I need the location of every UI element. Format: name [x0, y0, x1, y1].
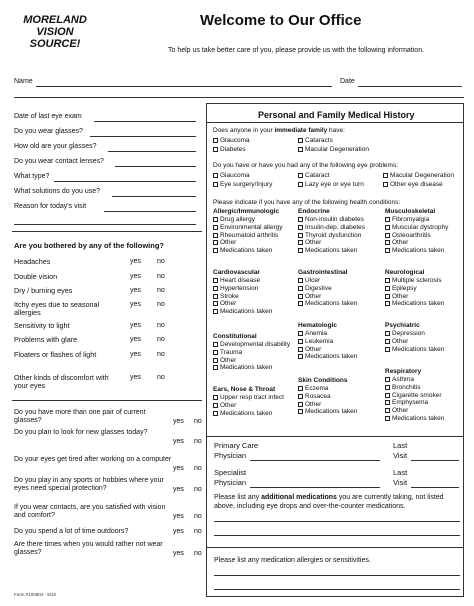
medications-line-2[interactable] — [214, 535, 460, 536]
checkbox-label: Macular Degeneration — [390, 172, 454, 179]
question-label: Do you plan to look for new glasses today? — [14, 429, 148, 436]
family-condition-option[interactable] — [213, 146, 246, 153]
specialist-physician-label: Physician — [214, 478, 247, 487]
checkbox-label: Digestive — [305, 284, 332, 292]
yes-option[interactable]: yes — [130, 374, 141, 381]
checkbox-label: Cataract — [305, 172, 330, 179]
checkbox[interactable] — [213, 358, 218, 363]
question-label: If you wear contacts, are you satisfied with vision and comfort? — [14, 504, 166, 520]
checkbox[interactable] — [385, 294, 390, 299]
text-field[interactable] — [90, 136, 196, 137]
checkbox-label: Other — [392, 407, 409, 415]
checkbox[interactable] — [213, 182, 218, 187]
checkbox-label: Depression — [392, 330, 425, 337]
group-title: Gastrointestinal — [298, 269, 348, 276]
checkbox-label: Epilepsy — [392, 284, 417, 292]
health-condition-option[interactable] — [385, 346, 444, 353]
health-condition-option[interactable] — [385, 285, 417, 292]
yes-option[interactable]: yes — [130, 287, 141, 294]
practice-logo — [14, 14, 96, 50]
checkbox[interactable] — [213, 301, 218, 306]
text-field[interactable] — [112, 196, 196, 197]
yes-option[interactable]: yes — [130, 301, 141, 308]
intro-text: To help us take better care of you, please provide us with the following information. — [168, 47, 425, 54]
health-condition-option[interactable] — [298, 401, 321, 408]
form-number: Form #100804 - 5/10 — [14, 592, 57, 597]
no-option[interactable]: no — [157, 336, 165, 343]
checkbox[interactable] — [298, 286, 303, 291]
health-condition-option[interactable] — [298, 338, 333, 345]
health-condition-option[interactable] — [298, 224, 365, 231]
no-option[interactable]: no — [194, 418, 202, 425]
checkbox-label: Rosacea — [305, 392, 331, 400]
family-question — [213, 127, 345, 134]
health-condition-option[interactable] — [385, 399, 428, 406]
health-condition-option[interactable] — [298, 239, 321, 246]
specialist-last-label: Last — [393, 468, 408, 477]
checkbox[interactable] — [298, 138, 303, 143]
checkbox[interactable] — [298, 217, 303, 222]
health-condition-option[interactable] — [298, 247, 357, 254]
group-title: Hematologic — [298, 322, 338, 329]
no-option[interactable]: no — [194, 550, 202, 557]
checkbox[interactable] — [298, 278, 303, 283]
yes-option[interactable]: yes — [173, 465, 184, 472]
checkbox-label: Heart disease — [220, 277, 261, 284]
checkbox-label: Fibromyalgia — [392, 216, 430, 223]
checkbox[interactable] — [213, 278, 218, 283]
logo-line-1: MORELAND — [23, 14, 87, 26]
checkbox[interactable] — [385, 408, 390, 413]
checkbox-label: Medications taken — [392, 300, 445, 308]
checkbox[interactable] — [385, 278, 390, 283]
no-option[interactable]: no — [157, 374, 165, 381]
checkbox[interactable] — [298, 233, 303, 238]
checkbox[interactable] — [298, 301, 303, 306]
field-label: Do you wear contact lenses? — [14, 158, 104, 165]
checkbox[interactable] — [385, 286, 390, 291]
checkbox[interactable] — [298, 402, 303, 407]
date-field[interactable] — [358, 86, 462, 87]
checkbox-label: Asthma — [392, 376, 415, 383]
checkbox[interactable] — [385, 385, 390, 390]
checkbox[interactable] — [385, 416, 390, 421]
checkbox[interactable] — [213, 365, 218, 370]
checkbox[interactable] — [298, 225, 303, 230]
primary-physician-label: Physician — [214, 451, 247, 460]
health-condition-option[interactable] — [298, 216, 364, 223]
health-condition-option[interactable] — [213, 239, 236, 246]
no-option[interactable]: no — [157, 301, 165, 308]
specialist-visit-label: Visit — [393, 478, 408, 487]
yes-option[interactable]: yes — [173, 418, 184, 425]
health-condition-option[interactable] — [213, 300, 236, 307]
health-condition-option[interactable] — [298, 232, 361, 239]
checkbox-label: Cigarette smoker — [392, 391, 442, 399]
checkbox[interactable] — [298, 354, 303, 359]
question-label: Are there times when you would rather not wear glasses? — [14, 541, 163, 557]
family-condition-option[interactable] — [213, 137, 250, 144]
field-label: Date of last eye exam — [14, 113, 82, 120]
checkbox-label: Stroke — [220, 292, 239, 300]
checkbox[interactable] — [385, 233, 390, 238]
group-title: Constitutional — [213, 333, 257, 340]
eye-problem-option[interactable] — [213, 181, 272, 188]
health-condition-option[interactable] — [213, 224, 283, 231]
checkbox[interactable] — [298, 386, 303, 391]
specialist-label: Specialist — [214, 468, 247, 477]
specialist-physician-field[interactable] — [250, 487, 380, 488]
symptom-label: Floaters or flashes of light — [14, 350, 97, 359]
checkbox-label: Rheumatoid arthritis — [220, 231, 279, 239]
allergies-prompt: Please list any medication allergies or sensitivities. — [214, 557, 371, 564]
field-label: Do you wear glasses? — [14, 128, 83, 135]
yes-option[interactable]: yes — [173, 550, 184, 557]
health-condition-option[interactable] — [385, 407, 408, 414]
health-condition-option[interactable] — [298, 277, 320, 284]
checkbox-label: Other — [220, 401, 237, 409]
checkbox-label: Eczema — [305, 385, 329, 392]
primary-physician-field[interactable] — [250, 460, 380, 461]
health-condition-option[interactable] — [385, 338, 408, 345]
checkbox[interactable] — [385, 225, 390, 230]
history-heading: Personal and Family Medical History — [258, 110, 415, 120]
eye-problem-option[interactable] — [298, 172, 330, 179]
checkbox[interactable] — [383, 173, 388, 178]
health-condition-option[interactable] — [213, 216, 255, 223]
checkbox[interactable] — [213, 147, 218, 152]
checkbox-label: Other — [305, 292, 322, 300]
checkbox-label: Multiple sclerosis — [392, 277, 442, 284]
symptom-label: Double vision — [14, 272, 58, 281]
checkbox-label: Ulcer — [305, 277, 321, 284]
checkbox-label: Other — [392, 337, 409, 345]
health-condition-option[interactable] — [385, 330, 425, 337]
logo-line-3: SOURCE! — [29, 38, 81, 50]
family-question-text: Does anyone in your immediate family have: — [213, 127, 345, 134]
checkbox-label: Other — [220, 356, 237, 364]
yes-option[interactable]: yes — [173, 438, 184, 445]
checkbox[interactable] — [298, 409, 303, 414]
date-label: Date — [340, 78, 355, 85]
checkbox-label: Trauma — [220, 348, 243, 356]
checkbox-label: Other — [392, 239, 409, 247]
allergies-divider — [206, 547, 464, 548]
checkbox[interactable] — [213, 225, 218, 230]
health-condition-option[interactable] — [213, 349, 242, 356]
checkbox[interactable] — [385, 393, 390, 398]
medications-line-1[interactable] — [214, 521, 460, 522]
checkbox-label: Medications taken — [305, 408, 358, 416]
name-label: Name — [14, 78, 33, 85]
checkbox-label: Other — [305, 239, 322, 247]
health-condition-option[interactable] — [385, 224, 448, 231]
group-title: Cardiovascular — [213, 269, 260, 276]
health-condition-option[interactable] — [298, 285, 332, 292]
checkbox-label: Other eye disease — [390, 181, 443, 188]
checkbox-label: Leukemia — [305, 337, 334, 345]
symptom-label: Itchy eyes due to seasonal allergies — [14, 300, 100, 318]
yes-option[interactable]: yes — [173, 513, 184, 520]
health-condition-option[interactable] — [213, 293, 239, 300]
checkbox-label: Glaucoma — [220, 172, 250, 179]
checkbox[interactable] — [298, 394, 303, 399]
eye-problem-option[interactable] — [383, 172, 454, 179]
group-title: Allergic/Immunologic — [213, 208, 280, 215]
checkbox[interactable] — [385, 248, 390, 253]
no-option[interactable]: no — [157, 287, 165, 294]
checkbox-label: Medications taken — [305, 300, 358, 308]
health-condition-option[interactable] — [213, 308, 272, 315]
health-condition-option[interactable] — [298, 293, 321, 300]
checkbox-label: Medications taken — [305, 247, 358, 255]
health-condition-option[interactable] — [385, 247, 444, 254]
yes-option[interactable]: yes — [173, 528, 184, 535]
field-label: What type? — [14, 173, 50, 180]
checkbox-label: Osteoarthritis — [392, 231, 431, 239]
text-field[interactable] — [104, 211, 196, 212]
checkbox[interactable] — [385, 331, 390, 336]
checkbox[interactable] — [385, 377, 390, 382]
health-condition-option[interactable] — [213, 402, 236, 409]
checkbox-label: Upper resp tract infect — [220, 394, 284, 401]
checkbox[interactable] — [213, 173, 218, 178]
checkbox[interactable] — [298, 173, 303, 178]
no-option[interactable]: no — [157, 258, 165, 265]
health-condition-option[interactable] — [213, 364, 272, 371]
symptom-label: Problems with glare — [14, 335, 78, 344]
symptom-label: Dry / burning eyes — [14, 286, 73, 295]
text-field[interactable] — [14, 224, 196, 225]
primary-visit-label: Visit — [393, 451, 408, 460]
checkbox-label: Lazy eye or eye turn — [305, 181, 364, 188]
checkbox-label: Bronchitis — [392, 383, 421, 391]
family-condition-option[interactable] — [298, 137, 333, 144]
no-option[interactable]: no — [194, 465, 202, 472]
health-condition-option[interactable] — [385, 216, 429, 223]
symptom-label: Sensitivity to light — [14, 321, 70, 330]
family-condition-option[interactable] — [298, 146, 369, 153]
medications-prompt: Please list any additional medications you are currently taking, not listed above, including eye drops and over-the-counter medications. — [214, 494, 444, 510]
checkbox[interactable] — [213, 138, 218, 143]
physician-divider — [206, 436, 464, 437]
eye-problem-option[interactable] — [383, 181, 443, 188]
health-condition-option[interactable] — [385, 392, 442, 399]
specialist-visit-field[interactable] — [411, 487, 459, 488]
group-title: Musculoskeletal — [385, 208, 436, 215]
checkbox[interactable] — [213, 403, 218, 408]
checkbox-label: Other — [392, 292, 409, 300]
checkbox[interactable] — [385, 240, 390, 245]
health-condition-option[interactable] — [298, 330, 327, 337]
symptom-label: Headaches — [14, 257, 51, 266]
checkbox[interactable] — [385, 339, 390, 344]
health-condition-option[interactable] — [298, 408, 357, 415]
group-title: Neurological — [385, 269, 425, 276]
checkbox[interactable] — [213, 248, 218, 253]
no-option[interactable]: no — [157, 351, 165, 358]
checkbox-label: Muscular dystrophy — [392, 223, 449, 231]
text-field[interactable] — [115, 166, 196, 167]
checkbox-label: Medications taken — [392, 247, 445, 255]
health-condition-option[interactable] — [213, 232, 278, 239]
checkbox-label: Macular Degeneration — [305, 146, 369, 153]
checkbox[interactable] — [298, 339, 303, 344]
checkbox[interactable] — [298, 331, 303, 336]
checkbox[interactable] — [213, 294, 218, 299]
health-condition-option[interactable] — [298, 353, 357, 360]
health-condition-option[interactable] — [385, 415, 444, 422]
checkbox[interactable] — [213, 217, 218, 222]
question-label: Do you play in any sports or hobbies where your eyes need special protection? — [14, 477, 164, 493]
yes-option[interactable]: yes — [173, 486, 184, 493]
field-label: What solutions do you use? — [14, 188, 100, 195]
no-option[interactable]: no — [194, 513, 202, 520]
checkbox[interactable] — [213, 395, 218, 400]
section-divider — [12, 231, 202, 232]
health-condition-option[interactable] — [385, 232, 431, 239]
checkbox-label: Diabetes — [220, 146, 246, 153]
health-condition-option[interactable] — [298, 393, 331, 400]
checkbox-label: Other — [220, 300, 237, 308]
group-title: Endocrine — [298, 208, 330, 215]
checkbox-label: Medications taken — [220, 308, 273, 316]
checkbox[interactable] — [213, 411, 218, 416]
health-condition-option[interactable] — [385, 376, 414, 383]
question-label: Do your eyes get tired after working on a computer — [14, 456, 172, 463]
checkbox[interactable] — [298, 294, 303, 299]
checkbox-label: Non-insulin diabetes — [305, 216, 364, 223]
group-title: Skin Conditions — [298, 377, 348, 384]
allergies-line-2[interactable] — [214, 589, 460, 590]
page-title: Welcome to Our Office — [200, 12, 362, 29]
checkbox[interactable] — [383, 182, 388, 187]
checkbox-label: Cataracts — [305, 137, 333, 144]
checkbox-label: Medications taken — [305, 353, 358, 361]
checkbox-label: Thyroid dysfunction — [305, 231, 362, 239]
text-field[interactable] — [54, 181, 196, 182]
checkbox-label: Insulin-dep. diabetes — [305, 223, 365, 231]
section-divider — [12, 400, 202, 401]
health-conditions-question: Please indicate if you have any of the following health conditions: — [213, 199, 401, 206]
group-title: Psychiatric — [385, 322, 420, 329]
text-field[interactable] — [94, 121, 196, 122]
health-condition-option[interactable] — [298, 300, 357, 307]
checkbox[interactable] — [213, 240, 218, 245]
primary-care-label: Primary Care — [214, 441, 259, 450]
symptom-label: Other kinds of discomfort with your eyes — [14, 373, 109, 391]
checkbox-label: Medications taken — [220, 247, 273, 255]
health-condition-option[interactable] — [213, 394, 284, 401]
checkbox[interactable] — [385, 301, 390, 306]
yes-option[interactable]: yes — [130, 351, 141, 358]
checkbox[interactable] — [298, 347, 303, 352]
checkbox-label: Other — [305, 400, 322, 408]
health-condition-option[interactable] — [213, 341, 290, 348]
group-title: Respiratory — [385, 368, 422, 375]
yes-option[interactable]: yes — [130, 322, 141, 329]
checkbox[interactable] — [213, 309, 218, 314]
checkbox[interactable] — [213, 342, 218, 347]
no-option[interactable]: no — [194, 528, 202, 535]
checkbox-label: Emphysema — [392, 399, 429, 407]
logo-line-2: VISION — [36, 26, 74, 38]
health-condition-option[interactable] — [385, 239, 408, 246]
yes-option[interactable]: yes — [130, 258, 141, 265]
checkbox-label: Anemia — [305, 330, 328, 337]
no-option[interactable]: no — [157, 273, 165, 280]
eye-problem-option[interactable] — [298, 181, 364, 188]
checkbox-label: Eye surgery/Injury — [220, 181, 273, 188]
health-condition-option[interactable] — [213, 277, 260, 284]
checkbox-label: Drug allergy — [220, 216, 256, 223]
checkbox-label: Hypertension — [220, 284, 259, 292]
question-label: Do you spend a lot of time outdoors? — [14, 528, 129, 535]
health-condition-option[interactable] — [385, 277, 442, 284]
no-option[interactable]: no — [194, 438, 202, 445]
primary-last-label: Last — [393, 441, 408, 450]
eye-problems-question: Do you have or have you had any of the following eye problems: — [213, 162, 399, 169]
checkbox-label: Medications taken — [220, 364, 273, 372]
checkbox-label: Environmental allergy — [220, 223, 283, 231]
no-option[interactable]: no — [194, 486, 202, 493]
allergies-line-1[interactable] — [214, 575, 460, 576]
checkbox-label: Medications taken — [392, 345, 445, 353]
health-condition-option[interactable] — [213, 285, 258, 292]
yes-option[interactable]: yes — [130, 273, 141, 280]
checkbox[interactable] — [213, 350, 218, 355]
checkbox-label: Medications taken — [220, 409, 273, 417]
health-condition-option[interactable] — [213, 247, 272, 254]
health-condition-option[interactable] — [385, 293, 408, 300]
checkbox[interactable] — [298, 240, 303, 245]
health-condition-option[interactable] — [298, 385, 328, 392]
checkbox[interactable] — [213, 286, 218, 291]
checkbox[interactable] — [213, 233, 218, 238]
checkbox-label: Other — [220, 239, 237, 247]
field-label: Reason for today's visit — [14, 203, 87, 210]
health-condition-option[interactable] — [385, 300, 444, 307]
checkbox-label: Developmental disability — [220, 341, 291, 348]
checkbox[interactable] — [385, 347, 390, 352]
field-label: How old are your glasses? — [14, 143, 97, 150]
yes-option[interactable]: yes — [130, 336, 141, 343]
checkbox-label: Glaucoma — [220, 137, 250, 144]
divider — [14, 97, 464, 98]
group-title: Ears, Nose & Throat — [213, 386, 276, 393]
health-condition-option[interactable] — [213, 357, 236, 364]
history-divider — [206, 122, 464, 123]
checkbox-label: Medications taken — [392, 415, 445, 422]
checkbox[interactable] — [298, 182, 303, 187]
checkbox[interactable] — [298, 147, 303, 152]
question-label: Do you have more than one pair of current glasses? — [14, 409, 146, 425]
health-condition-option[interactable] — [298, 346, 321, 353]
checkbox[interactable] — [298, 248, 303, 253]
no-option[interactable]: no — [157, 322, 165, 329]
text-field[interactable] — [108, 151, 196, 152]
health-condition-option[interactable] — [213, 410, 272, 417]
bothered-heading: Are you bothered by any of the following? — [14, 241, 165, 250]
health-condition-option[interactable] — [385, 384, 421, 391]
checkbox[interactable] — [385, 217, 390, 222]
checkbox[interactable] — [385, 400, 390, 405]
checkbox-label: Other — [305, 345, 322, 353]
primary-visit-field[interactable] — [411, 460, 459, 461]
eye-problem-option[interactable] — [213, 172, 250, 179]
name-field[interactable] — [36, 86, 332, 87]
